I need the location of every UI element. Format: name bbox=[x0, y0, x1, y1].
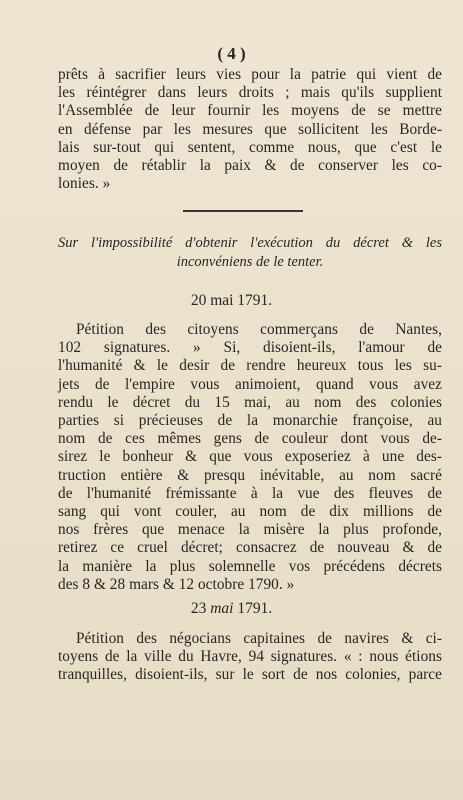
entry-date bbox=[0, 600, 463, 618]
section-heading-line: inconvéniens de le tenter. bbox=[176, 254, 324, 270]
text-line: rendu le décret du 15 mai, au nom des colonies bbox=[58, 393, 442, 411]
text-line: truction entière & presqu inévitable, au nom sacré bbox=[58, 466, 442, 484]
date-year: 1791. bbox=[237, 600, 273, 617]
text-line: en défense par les mesures que sollicitent les Borde- bbox=[58, 120, 442, 138]
text-line: l'humanité & le desir de rendre heureux tous les su- bbox=[58, 357, 442, 375]
text-line: 102 signatures. » Si, disoient-ils, l'amour de bbox=[58, 339, 442, 357]
date-day: 23 bbox=[190, 600, 207, 617]
text-line: des 8 & 28 mars & 12 octobre 1790. » bbox=[58, 575, 295, 593]
text-line: nom de ces mêmes gens de couleur dont vous de- bbox=[58, 430, 442, 448]
entry-date: 20 mai 1791. bbox=[190, 292, 273, 309]
text-line: Pétition des citoyens commerçans de Nantes, bbox=[76, 321, 442, 338]
text-line: sang qui vont couler, au nom de dix millions de bbox=[58, 503, 442, 521]
date-month: mai bbox=[210, 600, 234, 617]
text-line: de l'humanité frémissante à la vue des fleuves de bbox=[58, 484, 442, 502]
text-line: lais sur-tout qui sentent, comme nous, que c'est le bbox=[58, 138, 442, 156]
text-line: jets de l'empire vous animoient, quand vous avez bbox=[58, 375, 442, 393]
section-heading bbox=[58, 234, 442, 272]
text-line: parties si précieuses de la monarchie françoise, au bbox=[58, 412, 442, 430]
section-divider bbox=[183, 210, 303, 212]
text-line: Pétition des négocians capitaines de navires & ci- bbox=[76, 630, 442, 647]
text-line: moyen de rétablir la paix & de conserver les co- bbox=[58, 157, 442, 175]
text-line: l'Assemblée de leur fournir les moyens de se mettre bbox=[58, 102, 442, 120]
section-heading-line: Sur l'impossibilité d'obtenir l'exécution du décret & les bbox=[58, 235, 442, 251]
text-line: tranquilles, disoient-ils, sur le sort de nos colonies, parce bbox=[58, 666, 442, 684]
intro-paragraph bbox=[58, 66, 442, 193]
text-line: lonies. » bbox=[58, 175, 111, 193]
text-line: les réintégrer dans leurs droits ; mais qu'ils supplient bbox=[58, 84, 442, 102]
text-line: la manière la plus solemnelle vos précédens décrets bbox=[58, 557, 442, 575]
petition-paragraph-nantes bbox=[58, 321, 442, 594]
text-line: toyens de la ville du Havre, 94 signatures. « : nous étions bbox=[58, 648, 442, 666]
text-line: nos frères que menace la misère la plus profonde, bbox=[58, 521, 442, 539]
text-line: sirez le bonheur & que vous exposeriez à une des- bbox=[58, 448, 442, 466]
page-number: ( 4 ) bbox=[217, 44, 246, 63]
text-line: retirez ce cruel décret; consacrez de nouveau & de bbox=[58, 539, 442, 557]
text-line: prêts à sacrifier leurs vies pour la patrie qui vient de bbox=[58, 66, 442, 83]
petition-paragraph-havre bbox=[58, 630, 442, 685]
